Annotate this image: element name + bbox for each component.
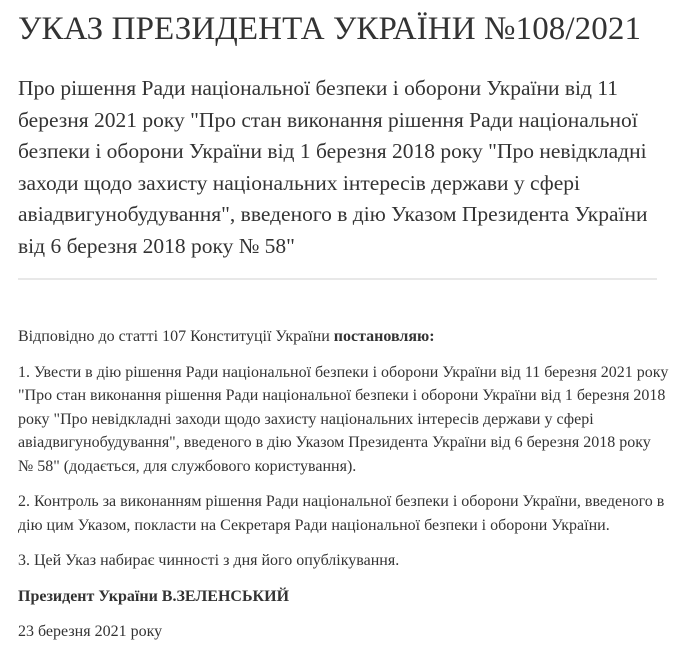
preamble-emphasis: постановляю: [333, 328, 435, 345]
divider [18, 278, 657, 280]
document-date: 23 березня 2021 року [18, 623, 163, 640]
document-body [18, 325, 669, 644]
decree-item-1: 1. Увести в дію рішення Ради національної безпеки і оборони України від 11 березня 2021 року "Про стан виконання рішення Ради національної безпеки і оборони України від 1 березня 2018 року "Про невідкладні заходи щодо захисту національних інтересів держави у сфері авіадвигунобудування", введеного в дію Указом Президента України від 6 березня 2018 року № 58" (додається, для службового користування). [18, 363, 669, 475]
page-title: УКАЗ ПРЕЗИДЕНТА УКРАЇНИ №108/2021 [18, 11, 642, 47]
decree-item-2: 2. Контроль за виконанням рішення Ради національної безпеки і оборони України, введеного в дію цим Указом, покласти на Секретаря Ради національної безпеки і оборони України. [18, 493, 665, 534]
document-subtitle: Про рішення Ради національної безпеки і оборони України від 11 березня 2021 року "Про стан виконання рішення Ради національної безпеки і оборони України від 1 березня 2018 року "Про невідкладні заходи щодо захисту національних інтересів держави у сфері авіадвигунобудування", введеного в дію Указом Президента України від 6 березня 2018 року № 58" [18, 76, 648, 258]
preamble-paragraph [18, 325, 669, 349]
signature: Президент України В.ЗЕЛЕНСЬКИЙ [18, 587, 290, 605]
preamble-text: Відповідно до статті 107 Конституції України [18, 328, 334, 345]
decree-item-3: 3. Цей Указ набирає чинності з дня його опублікування. [18, 552, 400, 569]
